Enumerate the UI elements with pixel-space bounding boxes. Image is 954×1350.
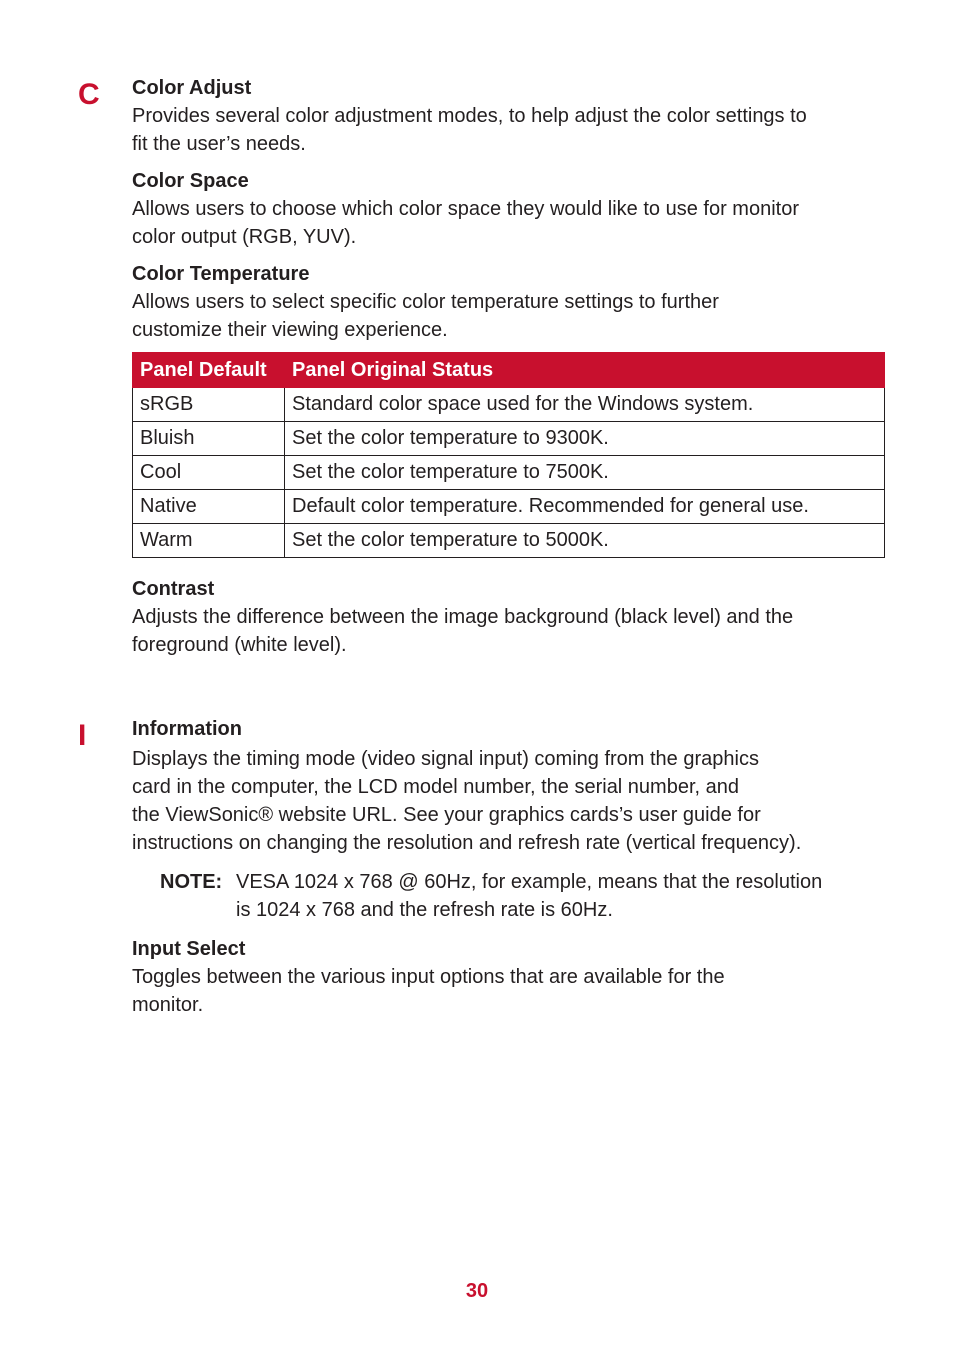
table-cell-description: Set the color temperature to 9300K. (285, 422, 885, 456)
color-temperature-line-1: Allows users to select specific color temperature settings to further (132, 291, 719, 313)
table-cell-setting: sRGB (133, 388, 285, 422)
input-select-section (132, 935, 892, 1019)
color-temperature-table (132, 352, 885, 558)
table-row (133, 456, 885, 490)
table-cell-setting: Bluish (133, 422, 285, 456)
color-temperature-title: Color Temperature (132, 263, 310, 285)
table-row (133, 524, 885, 558)
table-cell-setting: Cool (133, 456, 285, 490)
section-letter-c: C (78, 78, 100, 111)
table-cell-setting: Native (133, 490, 285, 524)
table-cell-setting: Warm (133, 524, 285, 558)
section-letter-i: I (78, 719, 87, 752)
table-row (133, 490, 885, 524)
table-header-panel-default: Panel Default (133, 353, 285, 388)
contrast-title: Contrast (132, 578, 215, 600)
page-number: 30 (465, 1280, 489, 1302)
input-select-line-2: monitor. (132, 994, 204, 1016)
note-line-1: VESA 1024 x 768 @ 60Hz, for example, means that the resolution (236, 871, 823, 893)
table-row (133, 422, 885, 456)
color-space-section (132, 167, 892, 251)
color-temperature-line-2: customize their viewing experience. (132, 319, 448, 341)
table-cell-description: Standard color space used for the Windows system. (285, 388, 885, 422)
color-adjust-line-1: Provides several color adjustment modes, to help adjust the color settings to (132, 105, 807, 127)
table-cell-description: Set the color temperature to 7500K. (285, 456, 885, 490)
note-line-2: is 1024 x 768 and the refresh rate is 60Hz. (236, 899, 613, 921)
information-line-2: card in the computer, the LCD model number, the serial number, and (132, 776, 740, 798)
table-row (133, 388, 885, 422)
table-cell-description: Set the color temperature to 5000K. (285, 524, 885, 558)
information-title: Information (132, 718, 242, 740)
table-header-row (133, 353, 885, 388)
contrast-line-1: Adjusts the difference between the image background (black level) and the (132, 606, 794, 628)
input-select-title: Input Select (132, 938, 246, 960)
note-label: NOTE: (160, 871, 223, 893)
color-adjust-title: Color Adjust (132, 77, 252, 99)
color-space-line-2: color output (RGB, YUV). (132, 226, 357, 248)
contrast-line-2: foreground (white level). (132, 634, 347, 656)
contrast-section (132, 575, 892, 659)
color-temperature-section (132, 260, 892, 344)
information-line-1: Displays the timing mode (video signal input) coming from the graphics (132, 748, 759, 770)
information-line-3: the ViewSonic® website URL. See your graphics cards’s user guide for (132, 804, 761, 826)
input-select-line-1: Toggles between the various input options that are available for the (132, 966, 725, 988)
table-header-panel-original-status: Panel Original Status (285, 353, 885, 388)
information-section (132, 715, 892, 857)
color-space-line-1: Allows users to choose which color space they would like to use for monitor (132, 198, 799, 220)
information-line-4: instructions on changing the resolution and refresh rate (vertical frequency). (132, 832, 802, 854)
note (160, 868, 880, 924)
color-space-title: Color Space (132, 170, 249, 192)
color-adjust-section (132, 74, 892, 158)
table-cell-description: Default color temperature. Recommended for general use. (285, 490, 885, 524)
color-adjust-line-2: fit the user’s needs. (132, 133, 306, 155)
